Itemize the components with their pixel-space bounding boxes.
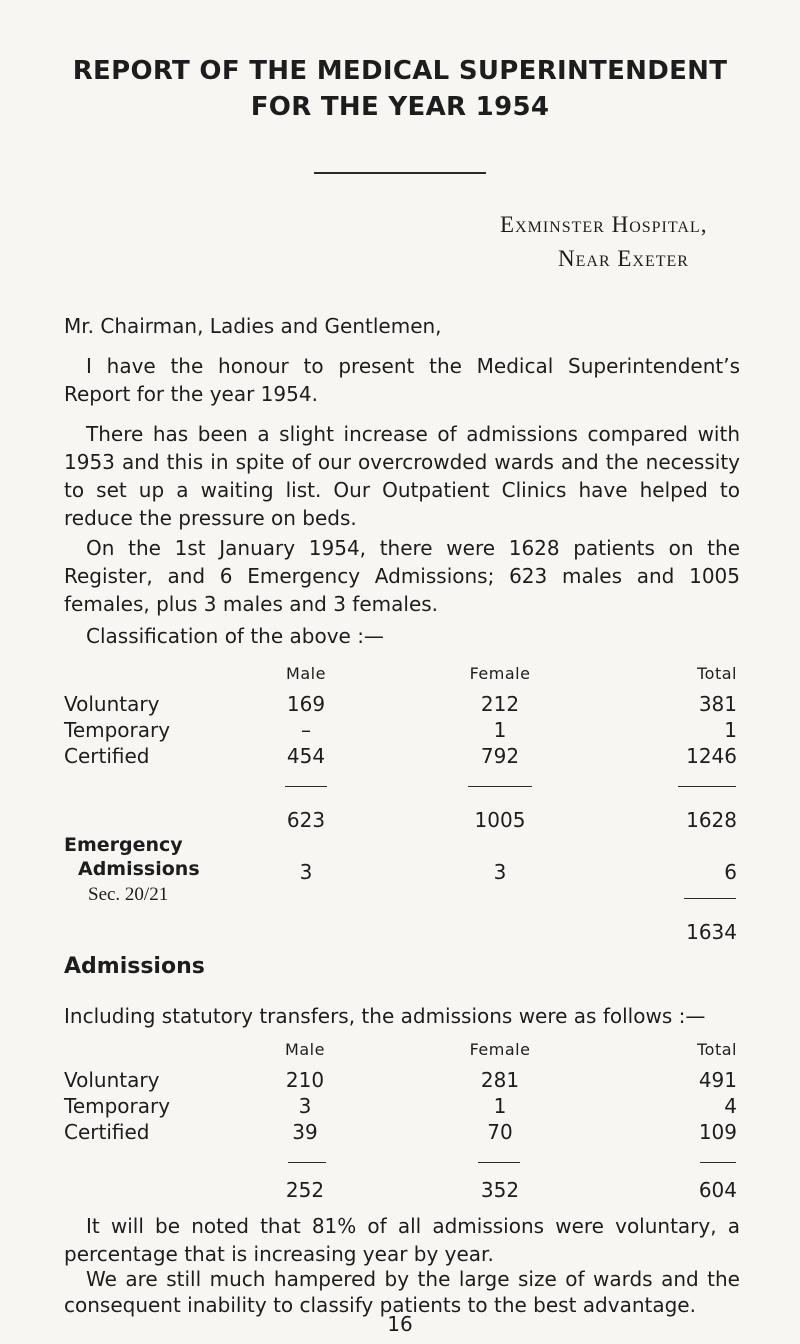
cell-male: 169	[286, 692, 326, 716]
page-number: 16	[387, 1312, 413, 1336]
sum-rule-male	[285, 786, 327, 787]
cell-male: 39	[292, 1120, 318, 1144]
emergency-male: 3	[299, 860, 313, 884]
classification-intro: Classification of the above :—	[86, 624, 384, 648]
cell-female: 1	[493, 1094, 507, 1118]
cell-total: 4	[724, 1094, 737, 1118]
cell-male: –	[301, 718, 311, 742]
row-label-certified: Certified	[64, 744, 150, 768]
voluntary-note-paragraph: It will be noted that 81% of all admissions were voluntary, a percentage that is increasing year by year.	[64, 1214, 740, 1266]
hospital-name: Exminster Hospital,	[500, 212, 708, 237]
row-label-temporary: Temporary	[64, 718, 171, 742]
row-label-voluntary: Voluntary	[64, 692, 160, 716]
sum-rule-total	[678, 786, 736, 787]
cell-total: 491	[698, 1068, 737, 1092]
subtotal-male: 623	[286, 808, 326, 832]
intro-paragraph: I have the honour to present the Medical Superintendent’s Report for the year 1954.	[64, 354, 740, 406]
sum-rule-female	[478, 1162, 520, 1163]
hospital-location: Near Exeter	[558, 246, 689, 271]
total-female: 352	[480, 1178, 520, 1202]
col-header-male: Male	[286, 664, 326, 683]
total-total: 604	[698, 1178, 737, 1202]
grand-total: 1634	[686, 920, 737, 944]
emergency-total: 6	[724, 860, 737, 884]
cell-total: 1246	[686, 744, 737, 768]
admissions-heading: Admissions	[64, 954, 205, 979]
sum-rule-male	[288, 1162, 326, 1163]
row-label-temporary: Temporary	[64, 1094, 171, 1118]
col-header-total: Total	[697, 1040, 737, 1059]
section-label: Sec. 20/21	[88, 884, 169, 905]
emergency-female: 3	[493, 860, 507, 884]
report-title: REPORT OF THE MEDICAL SUPERINTENDENT	[72, 56, 728, 86]
admissions-label: Admissions	[78, 858, 200, 880]
cell-male: 210	[285, 1068, 325, 1092]
total-male: 252	[285, 1178, 325, 1202]
admissions-increase-paragraph: There has been a slight increase of admissions compared with 1953 and this in spite of our overcrowded wards and the necessity to set up a waiting list. Our Outpatient Clinics have helped to reduce the pressure on beds.	[64, 422, 740, 530]
sum-rule-female	[468, 786, 532, 787]
cell-male: 454	[286, 744, 326, 768]
grand-total-rule	[684, 898, 736, 899]
title-divider	[314, 172, 486, 174]
col-header-male: Male	[285, 1040, 325, 1059]
cell-total: 109	[698, 1120, 737, 1144]
cell-female: 1	[493, 718, 507, 742]
subtotal-female: 1005	[474, 808, 526, 832]
report-subtitle: FOR THE YEAR 1954	[250, 92, 550, 122]
cell-total: 381	[698, 692, 737, 716]
cell-female: 212	[480, 692, 520, 716]
emergency-label: Emergency	[64, 834, 183, 856]
row-label-certified: Certified	[64, 1120, 150, 1144]
cell-male: 3	[298, 1094, 312, 1118]
register-paragraph: On the 1st January 1954, there were 1628 patients on the Register, and 6 Emergency Admissions; 623 males and 1005 females, plus 3 males and 3 females.	[64, 536, 740, 616]
cell-female: 70	[487, 1120, 513, 1144]
row-label-voluntary: Voluntary	[64, 1068, 160, 1092]
col-header-female: Female	[469, 1040, 531, 1059]
sum-rule-total	[700, 1162, 736, 1163]
salutation: Mr. Chairman, Ladies and Gentlemen,	[64, 314, 442, 338]
wards-paragraph: We are still much hampered by the large size of wards and the consequent inability to classify patients to the best advantage.	[64, 1267, 740, 1317]
col-header-total: Total	[697, 664, 737, 683]
cell-female: 281	[480, 1068, 520, 1092]
admissions-intro: Including statutory transfers, the admissions were as follows :—	[64, 1004, 706, 1028]
col-header-female: Female	[469, 664, 531, 683]
cell-female: 792	[480, 744, 520, 768]
cell-total: 1	[724, 718, 737, 742]
subtotal-total: 1628	[686, 808, 737, 832]
